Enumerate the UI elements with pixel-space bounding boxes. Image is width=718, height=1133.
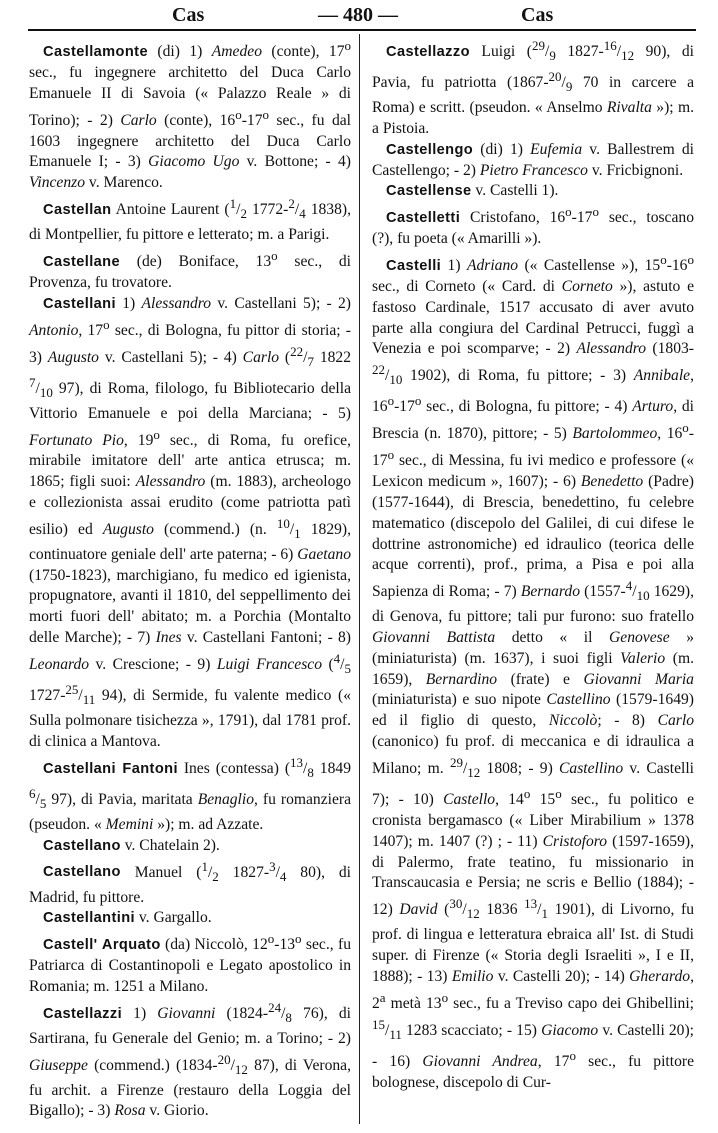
dictionary-entry (29, 753, 351, 836)
dictionary-entry (29, 246, 351, 294)
entry-headword: Castellani (43, 295, 116, 312)
entry-headword: Castellazzo (386, 44, 470, 61)
left-column (29, 36, 351, 1122)
entry-headword: Castellamonte (43, 44, 148, 61)
entry-text: (de) Boniface, 13$^o$ sec., di Provenza, fu trovatore. (29, 247, 351, 291)
column-divider (359, 34, 360, 1124)
entry-text: (da) Niccolò, 12$^o$-13$^o$ sec., fu Patriarca di Costantinopoli e Legato apostolico in Romania; m. 1251 a Milano. (29, 931, 351, 995)
entry-text: 1) Adriano (« Castellense »), 15$^o$-16$^o$ sec., di Corneto (« Card. di Corneto »), astuto e fastoso Cardinale, 1517 accusato di aver avuto parte alla congiura del Cardinal Petrucci, fuggì a Venezia e poi scomparve; - 2) Alessandro ($1803-^{22}/_{10}$ 1902), di Roma, fu pittore; - 3) Annibale, 16$^o$-17$^o$ sec., di Bologna, fu pittore; - 4) Arturo, di Brescia (n. 1870), pittore; - 5) Bartolommeo, 16$^o$-17$^o$ sec., di Messina, fu ivi medico e professore (« Lexicon medicum », 1607); - 6) Benedetto (Padre) (1577-1644), di Brescia, benedettino, fu celebre matematico (discepolo del Galilei, di cui difese le dottrine astronomiche) ed idraulico (teorica delle acque correnti), prof., prima, a Pisa e poi alla Sapienza di Roma; - 7) Bernardo ($1557-^4/_{10}$ 1629), di Genova, fu pittore; tali pur furono: suo fratello Giovanni Battista detto « il Genovese » (miniaturista) (m. 1637), i suoi figli Valerio (m. 1659), Bernardino (frate) e Giovanni Maria (miniaturista) e suo nipote Castellino (1579-1649) ed il figlio di questo, Niccolò; - 8) Carlo (canonico) fu prof. di meccanica e di idraulica a Milano; m. $^{29}/_{12}$ 1808; - 9) Castellino v. Castelli 7); - 10) Castello, 14$^o$ 15$^o$ sec., fu politico e cronista bergamasco (« Liber Mirabilium » 1378 1407); m. 1407 (?) ; - 11) Cristoforo (1597-1659), di Palermo, frate teatino, fu missionario in Transcaucasia e Persia; ne scris e Bellio (1884); - 12) David ($^{30}/_{12}$ 1836 $^{13}/_1$ 1901), di Livorno, fu prof. di lingua e letteratura ebraica all' Ist. di Studi super. di Firenze (« Storia degli Israeliti », I e II, 1888); - 13) Emilio v. Castelli 20); - 14) Gherardo, 2$^a$ metà 13$^o$ sec., fu a Treviso capo dei Ghibellini; $^{15}/_{11}$ 1283 scacciato; - 15) Giacomo v. Castelli 20); - 16) Giovanni Andrea, 17$^o$ sec., fu pittore bolognese, discepolo di Cur- (372, 251, 695, 1091)
dictionary-entry (29, 929, 351, 998)
header-right-guide-word: Cas (521, 4, 554, 26)
entry-text: Cristofano, 16$^o$-17$^o$ sec., toscano (?), fu poeta (« Amarilli »). (372, 204, 694, 248)
dictionary-entry (372, 250, 694, 1093)
entry-headword: Castellano (43, 837, 121, 854)
entry-headword: Castellane (43, 254, 121, 271)
entry-headword: Castellano (43, 864, 121, 881)
entry-text: (di) 1) Amedeo (conte), 17$^o$ sec., fu ingegnere architetto del Duca Carlo Emanuele II di Savoia (« Palazzo Reale » di Torino); - 2) Carlo (conte), 16$^o$-17$^o$ sec., fu dal 1603 ingegnere architetto del Duca Carlo Emanuele I; - 3) Giacomo Ugo v. Bottone; - 4) Vincenzo v. Marenco. (29, 38, 352, 192)
entry-headword: Castell' Arquato (43, 937, 161, 954)
dictionary-entry (29, 856, 351, 908)
dictionary-entry (29, 836, 351, 857)
entry-headword: Castellani Fantoni (43, 760, 178, 777)
dictionary-entry (372, 202, 694, 250)
page-number: — 480 — (318, 4, 398, 26)
dictionary-entry (29, 194, 351, 246)
right-column (372, 36, 694, 1093)
entry-text: v. Gargallo. (134, 909, 212, 927)
entry-headword: Castellan (43, 202, 112, 219)
dictionary-entry (29, 294, 351, 753)
entry-headword: Castellengo (386, 141, 474, 158)
header-left-guide-word: Cas (172, 4, 205, 26)
dictionary-entry (29, 998, 351, 1123)
dictionary-entry (29, 908, 351, 929)
dictionary-entry (29, 36, 351, 194)
entry-headword: Castelletti (386, 210, 461, 227)
entry-headword: Castellazzi (43, 1005, 123, 1022)
entry-headword: Castelli (386, 258, 442, 275)
entry-text: Ines (contessa) ($^{13}/_8$ 1849 $^6/_5$ 97), di Pavia, maritata Benaglio, fu romanziera (pseudon. « Memini »); m. ad Azzate. (29, 754, 351, 833)
dictionary-entry (372, 181, 694, 202)
entry-text: v. Castelli 1). (471, 182, 559, 200)
header-rule (28, 29, 696, 31)
dictionary-entry (372, 36, 694, 140)
entry-headword: Castellense (386, 183, 472, 200)
entry-text: Manuel ($^1/_2$ $1827-^3/_4$ 80), di Madrid, fu pittore. (29, 858, 352, 906)
entry-text: 1) Giovanni ($1824-^{24}/_8$ 76), di Sartirana, fu Generale del Genio; m. a Torino; - 2) Giuseppe (commend.) ($1834-^{20}/_{12}$ 87), di Verona, fu archit. a Firenze (restauro della Loggia del Bigallo); - 3) Rosa v. Giorio. (29, 999, 351, 1120)
entry-headword: Castellantini (43, 910, 135, 927)
entry-text: 1) Alessandro v. Castellani 5); - 2) Antonio, 17$^o$ sec., di Bologna, fu pittor di storia; - 3) Augusto v. Castellani 5); - 4) Carlo ($^{22}/_7$ 1822 $^7/_{10}$ 97), di Roma, filologo, fu Bibliotecario della Vittorio Emanuele e poi della Marciana; - 5) Fortunato Pio, 19$^o$ sec., di Roma, fu orefice, mirabile imitatore dell' arte antica etrusca; m. 1865; figli suoi: Alessandro (m. 1883), archeologo e collezionista assai erudito (come patriotta patì esilio) ed Augusto (commend.) (n. $^{10}/_1$ 1829), continuatore geniale dell' arte paterna; - 6) Gaetano (1750-1823), marchigiano, fu medico ed igienista, propugnatore, avanti il 1810, del seppellimento dei morti fuori dell' abitato; m. a Porchia (Montalto delle Marche); - 7) Ines v. Castellani Fantoni; - 8) Leonardo v. Crescione; - 9) Luigi Francesco ($^4/_5$ $1727-^{25}/_{11}$ 94), di Sermide, fu valente medico (« Sulla polmonare tisichezza », 1791), dal 1781 prof. di clinica a Mantova. (29, 294, 352, 750)
running-head (0, 0, 718, 30)
entry-text: Luigi ($^{29}/_9$ $1827-^{16}/_{12}$ 90), di Pavia, fu patriotta ($1867-^{20}/_9$ 70 in carcere a Roma) e scritt. (pseudon. « Anselmo Rivalta »); m. a Pistoia. (372, 38, 694, 137)
entry-text: (di) 1) Eufemia v. Ballestrem di Castellengo; - 2) Pietro Francesco v. Fricbignoni. (372, 140, 695, 179)
entry-text: Antoine Laurent ($^1/_2$ $1772-^2/_4$ 1838), di Montpellier, fu pittore e letterato; m. a Parigi. (29, 195, 351, 244)
entry-text: v. Chatelain 2). (120, 836, 220, 854)
dictionary-entry (372, 140, 694, 182)
